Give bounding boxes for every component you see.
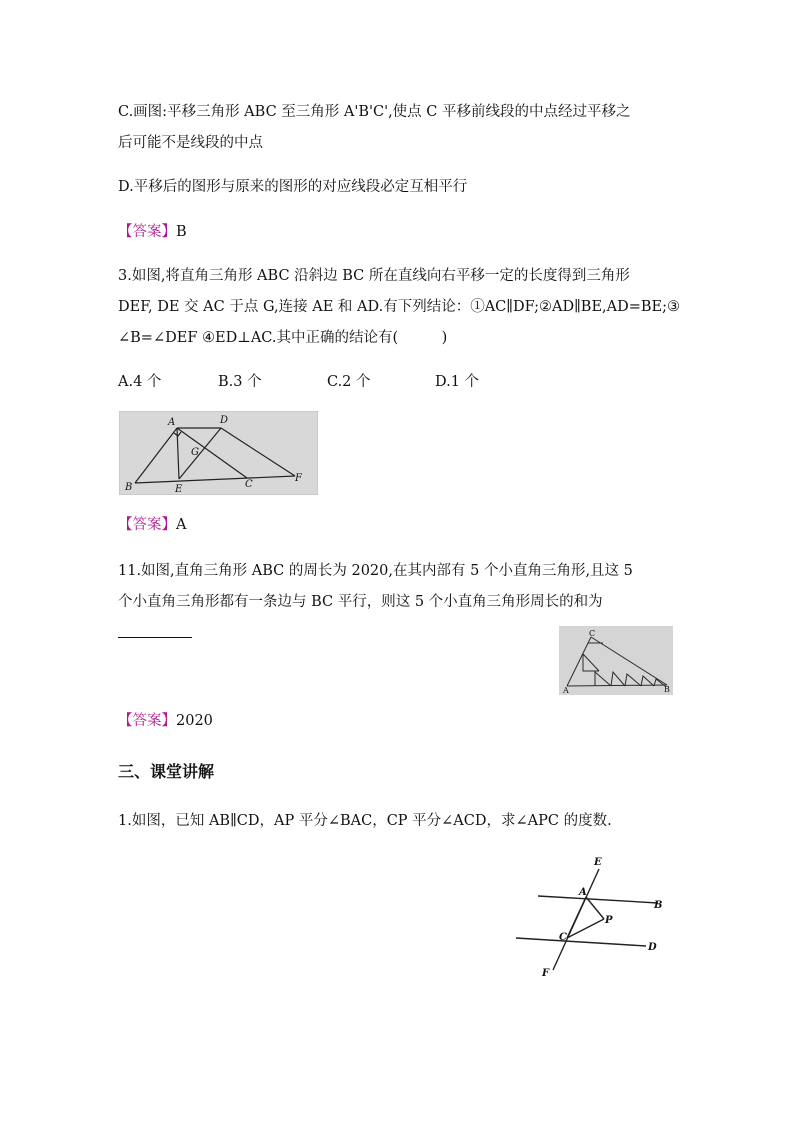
answer-q2 bbox=[118, 222, 187, 242]
label-a: A bbox=[168, 417, 176, 428]
answer-value: 2020 bbox=[176, 713, 213, 729]
label-e: E bbox=[175, 484, 183, 495]
q3-option-b: B.3 个 bbox=[218, 374, 262, 390]
label-b: B bbox=[664, 685, 670, 694]
answer-tag: 【答案】 bbox=[118, 713, 176, 729]
label-b: B bbox=[654, 900, 663, 911]
label-a: A bbox=[579, 887, 587, 898]
option-d: D.平移后的图形与原来的图形的对应线段必定互相平行 bbox=[118, 179, 468, 195]
label-c: C bbox=[245, 479, 253, 490]
lesson-q1-figure bbox=[512, 852, 682, 982]
q11-line-2: 个小直角三角形都有一条边与 BC 平行，则这 5 个小直角三角形周长的和为 bbox=[118, 594, 603, 610]
q3-line-2: DEF, DE 交 AC 于点 G,连接 AE 和 AD.有下列结论：①AC∥DF;②AD∥BE,AD=BE;③ bbox=[118, 299, 681, 315]
label-b: B bbox=[125, 482, 133, 493]
q11-figure bbox=[559, 626, 673, 695]
label-f: F bbox=[295, 473, 302, 484]
answer-value: B bbox=[176, 224, 187, 240]
label-g: G bbox=[191, 447, 199, 458]
label-f: F bbox=[542, 968, 550, 979]
option-c-line-2: 后可能不是线段的中点 bbox=[118, 135, 263, 151]
section-heading: 三、课堂讲解 bbox=[118, 762, 215, 781]
q3-option-d: D.1 个 bbox=[435, 374, 480, 390]
label-p: P bbox=[605, 915, 613, 926]
q3-line-1: 3.如图,将直角三角形 ABC 沿斜边 BC 所在直线向右平移一定的长度得到三角形 bbox=[118, 268, 630, 284]
answer-tag: 【答案】 bbox=[118, 224, 176, 240]
q11-line-1: 11.如图,直角三角形 ABC 的周长为 2020,在其内部有 5 个小直角三角形,且这 5 bbox=[118, 563, 633, 579]
q3-option-a: A.4 个 bbox=[118, 374, 162, 390]
answer-value: A bbox=[176, 517, 187, 533]
q3-line-3: ∠B=∠DEF ④ED⊥AC.其中正确的结论有( ) bbox=[118, 330, 448, 346]
label-d: D bbox=[220, 415, 229, 426]
label-c: C bbox=[559, 932, 567, 943]
answer-tag: 【答案】 bbox=[118, 517, 176, 533]
answer-q11 bbox=[118, 711, 213, 731]
label-d: D bbox=[648, 942, 657, 953]
lesson-q1: 1.如图，已知 AB∥CD，AP 平分∠BAC，CP 平分∠ACD，求∠APC 的度数. bbox=[118, 813, 612, 829]
answer-blank bbox=[118, 637, 192, 638]
label-a: A bbox=[563, 686, 569, 695]
q3-figure bbox=[119, 411, 318, 495]
label-e: E bbox=[594, 857, 602, 868]
q3-option-c: C.2 个 bbox=[327, 374, 371, 390]
option-c-line-1: C.画图:平移三角形 ABC 至三角形 A'B'C',使点 C 平移前线段的中点经过平移之 bbox=[118, 104, 631, 120]
answer-q3 bbox=[118, 515, 186, 535]
label-c: C bbox=[589, 629, 596, 638]
